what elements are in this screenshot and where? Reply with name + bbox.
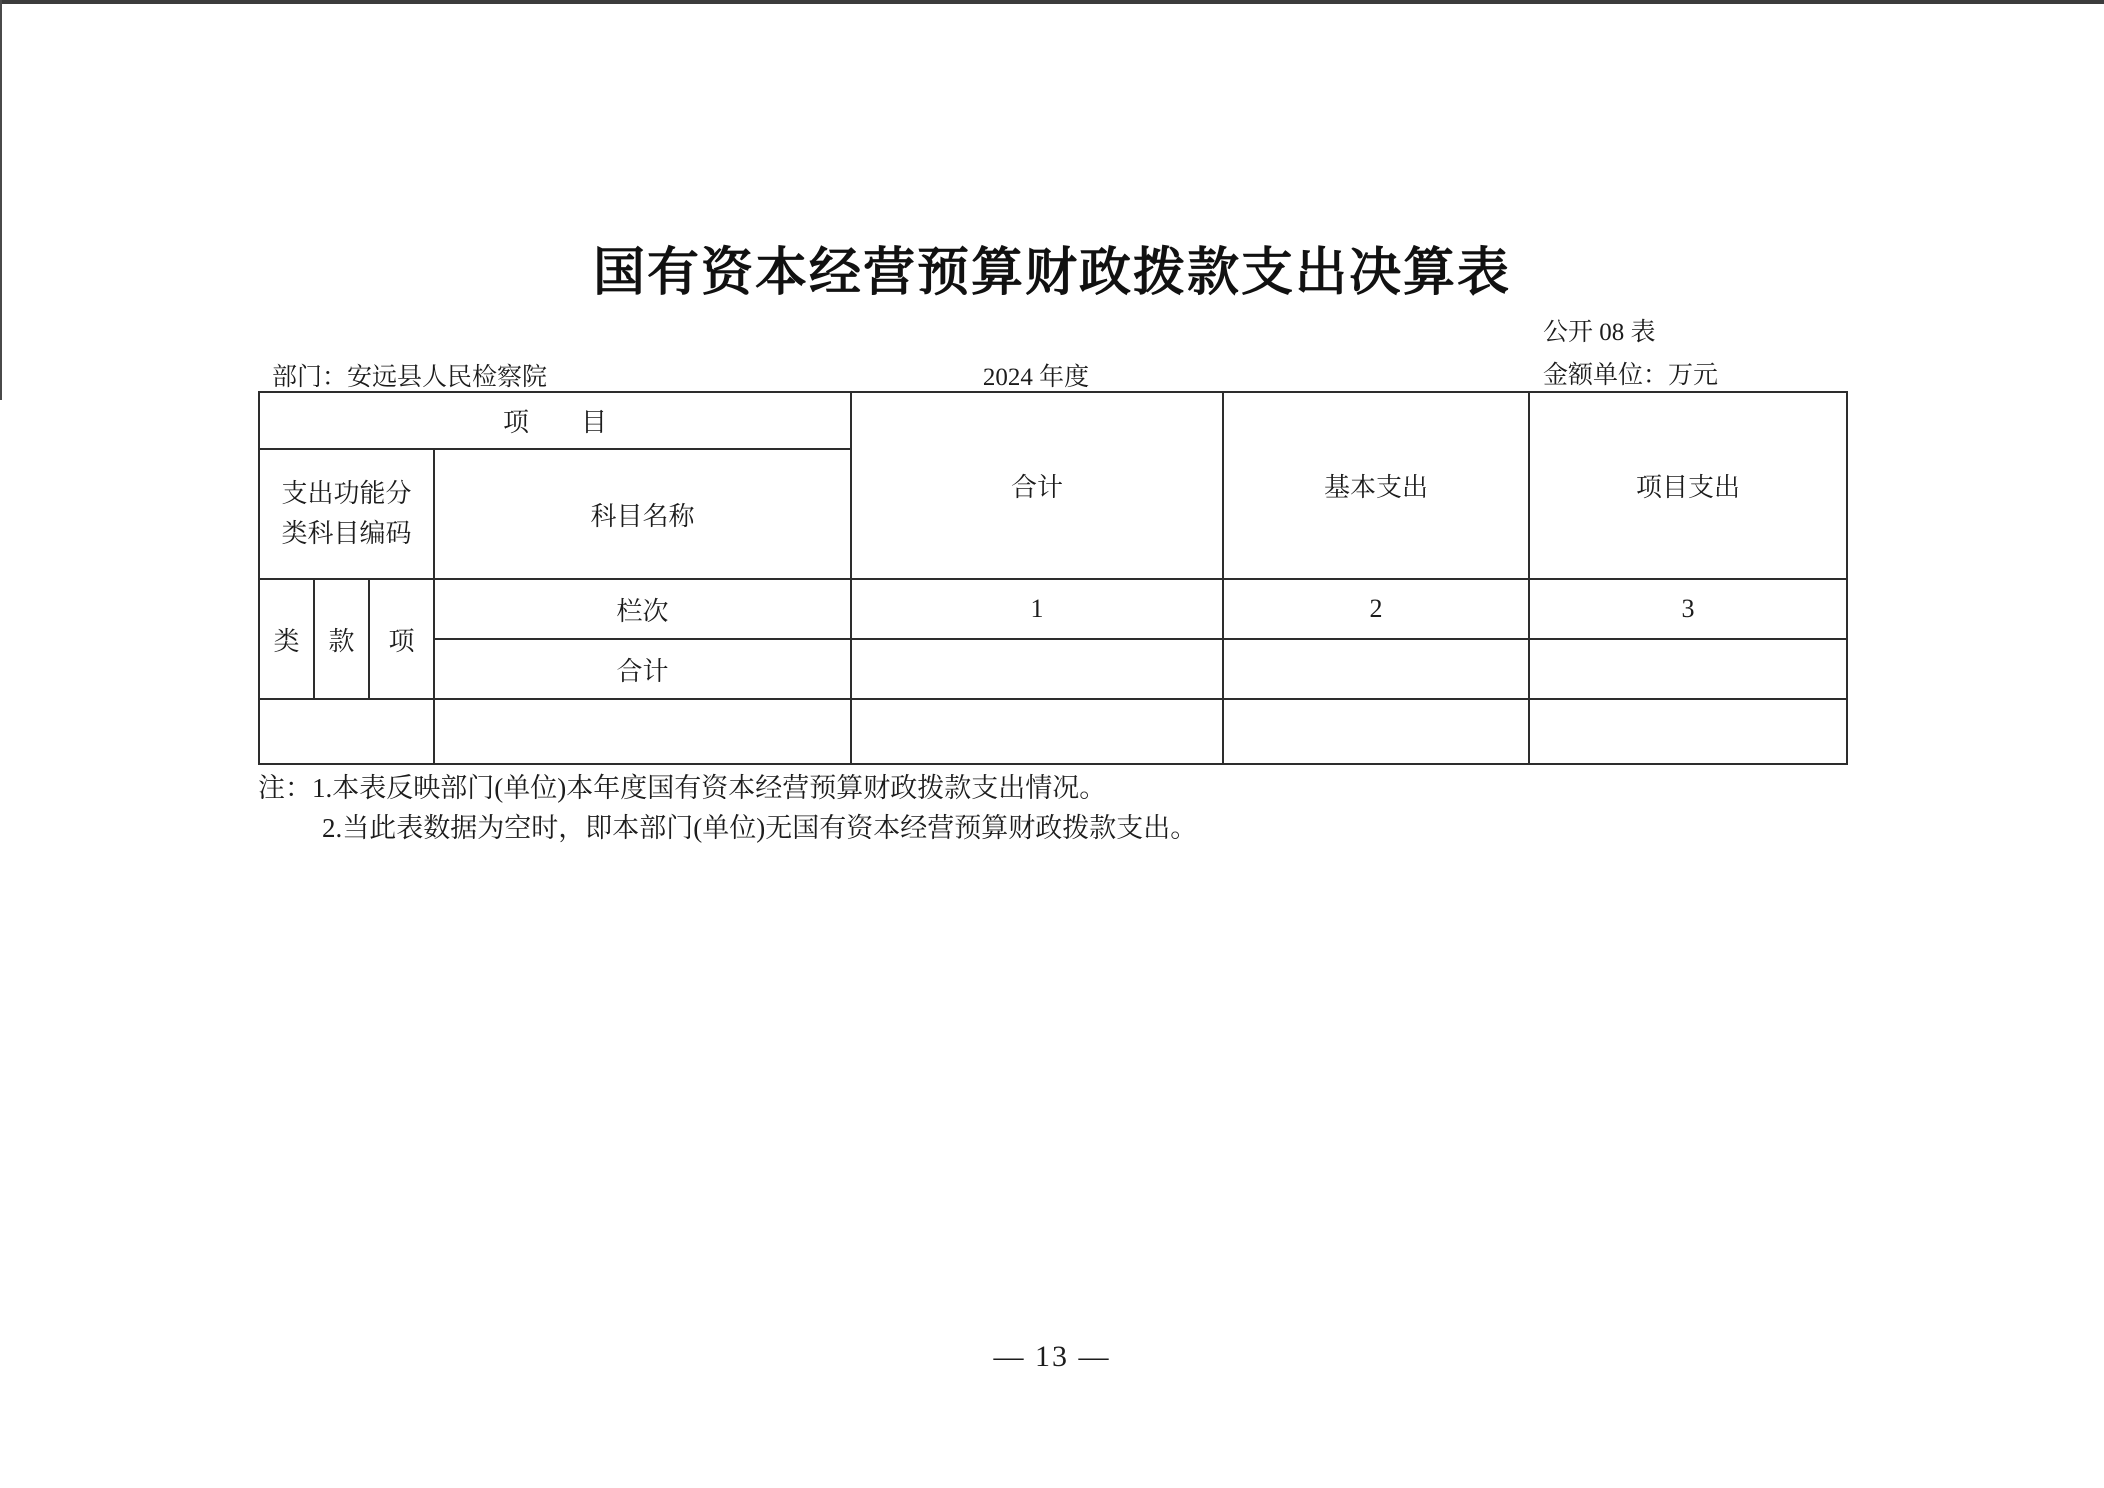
data-cell-total [851, 699, 1223, 764]
table-row-data-empty [259, 699, 1847, 764]
table-row-column-index [259, 579, 1847, 639]
header-cell-lanci: 栏次 [434, 579, 851, 639]
expenditure-table [258, 391, 1848, 765]
table-note-line2: 2.当此表数据为空时，即本部门(单位)无国有资本经营预算财政拨款支出。 [322, 813, 1198, 843]
header-cell-function-code [259, 449, 434, 579]
data-cell-project [1529, 699, 1847, 764]
screenshot-top-edge-bar [0, 0, 2104, 4]
page-title: 国有资本经营预算财政拨款支出决算表 [592, 244, 1511, 302]
total-row-basic-value [1223, 639, 1529, 699]
header-cell-project: 项 目 [259, 392, 851, 449]
screenshot-left-edge-line [0, 0, 2, 400]
header-cell-class: 类 [259, 579, 314, 699]
column-index-1: 1 [851, 579, 1223, 639]
data-cell-code [259, 699, 434, 764]
column-index-3: 3 [1529, 579, 1847, 639]
table-row-project-header [259, 392, 1847, 449]
total-row-project-value [1529, 639, 1847, 699]
header-cell-item: 项 [369, 579, 434, 699]
page-number: — 13 — [993, 1340, 1111, 1373]
header-cell-basic-expense: 基本支出 [1223, 392, 1529, 579]
department-label: 部门：安远县人民检察院 [272, 364, 548, 391]
total-row-total-value [851, 639, 1223, 699]
data-cell-name [434, 699, 851, 764]
header-cell-total: 合计 [851, 392, 1223, 579]
fiscal-year-label: 2024 年度 [982, 364, 1090, 391]
function-code-line2: 类科目编码 [281, 519, 412, 548]
column-index-2: 2 [1223, 579, 1529, 639]
function-code-line1: 支出功能分 [281, 479, 412, 508]
table-code-label: 公开 08 表 [1543, 319, 1656, 346]
header-cell-project-expense: 项目支出 [1529, 392, 1847, 579]
data-cell-basic [1223, 699, 1529, 764]
header-cell-section: 款 [314, 579, 369, 699]
header-cell-subject-name: 科目名称 [434, 449, 851, 579]
total-row-label-cell: 合计 [434, 639, 851, 699]
amount-unit-label: 金额单位：万元 [1543, 362, 1719, 389]
table-note-line1: 注：1.本表反映部门(单位)本年度国有资本经营预算财政拨款支出情况。 [258, 773, 1107, 803]
table-row-total [259, 639, 1847, 699]
